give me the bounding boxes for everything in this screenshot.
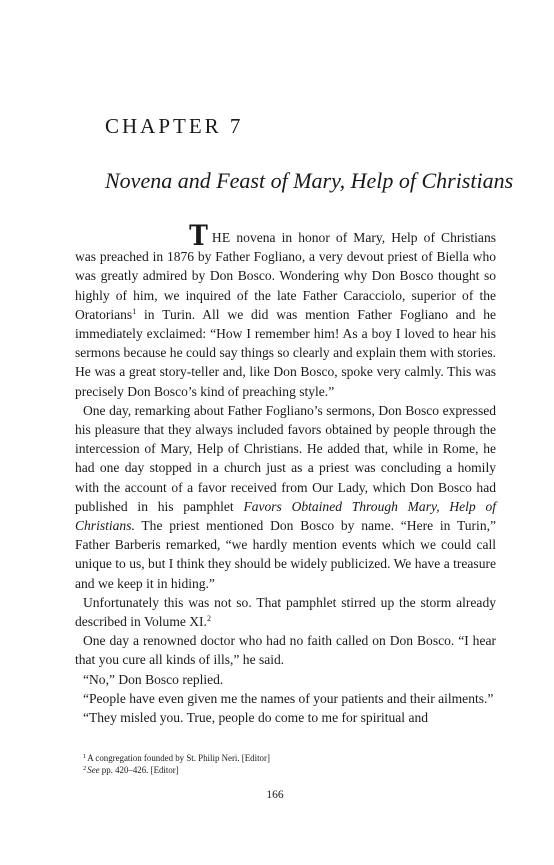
paragraph-6: “People have even given me the names of your patients and their ailments.” (83, 690, 494, 706)
footnote-2-mark: 2 (83, 765, 87, 772)
paragraph-4: One day a renowned doctor who had no faith called on Don Bosco. “I hear that you cure all kinds of ills,” he said. (75, 633, 496, 668)
paragraph-7: “They misled you. True, people do come to me for spiritual and (83, 710, 429, 726)
footnote-1-mark: 1 (83, 753, 87, 760)
paragraph-1 (75, 219, 496, 401)
footnote-2-see: See (87, 765, 100, 775)
drop-cap-continuation: HE (211, 230, 231, 245)
footnote-ref-1: 1 (132, 306, 137, 316)
chapter-title: Novena and Feast of Mary, Help of Christians (105, 168, 514, 193)
pamphlet-title: Favors Obtained Through Mary, Help of Christians. (75, 498, 496, 534)
paragraph-3 (75, 593, 496, 631)
footnote-1 (83, 752, 496, 764)
paragraph-2 (75, 401, 496, 593)
paragraph-3-text: Unfortunately this was not so. That pamphlet stirred up the storm already described in Volume XI. (75, 594, 496, 630)
footnotes (83, 752, 496, 776)
page-number: 166 (266, 789, 284, 801)
footnote-1-text: A congregation founded by St. Philip Neri. [Editor] (87, 753, 270, 763)
paragraph-1-text-cont: in Turin. All we did was mention Father Fogliano and he immediately exclaimed: “How I remember him! As a boy I loved to hear his sermons because he could say things so clearly and explain them with stories. He was a great story-teller and, like Don Bosco, spoke very calmly. This was precisely Don Bosco’s kind of preaching style.” (75, 306, 496, 399)
paragraph-2-text: One day, remarking about Father Fogliano’s sermons, Don Bosco expressed his pleasure that they always included favors obtained by people through the intercession of Mary, Help of Christians. He added that, while in Rome, he had one day stopped in a church just as a priest was concluding a homily with the account of a favor received from Our Lady, which Don Bosco had published in his pamphlet (75, 402, 496, 514)
body-text (75, 219, 496, 727)
footnote-ref-2: 2 (206, 614, 211, 624)
drop-cap: T (189, 219, 208, 252)
footnote-2 (83, 764, 496, 776)
chapter-heading: CHAPTER 7 (105, 114, 244, 138)
paragraph-1-text: novena in honor of Mary, Help of Christians was preached in 1876 by Father Fogliano, a very devout priest of Biella who was greatly admired by Don Bosco. Wondering why Don Bosco thought so highly of him, we inquired of the late Father Caracciolo, superior of the Oratorians (75, 230, 496, 322)
paragraph-2-text-cont: The priest mentioned Don Bosco by name. “Here in Turin,” Father Barberis remarked, “we hardly mention events which we could call unique to us, but I think they should be widely publicized. We have a treasure and we keep it in hiding.” (75, 518, 496, 591)
footnote-2-text: pp. 420–426. [Editor] (99, 765, 179, 775)
paragraph-5: “No,” Don Bosco replied. (83, 671, 224, 687)
